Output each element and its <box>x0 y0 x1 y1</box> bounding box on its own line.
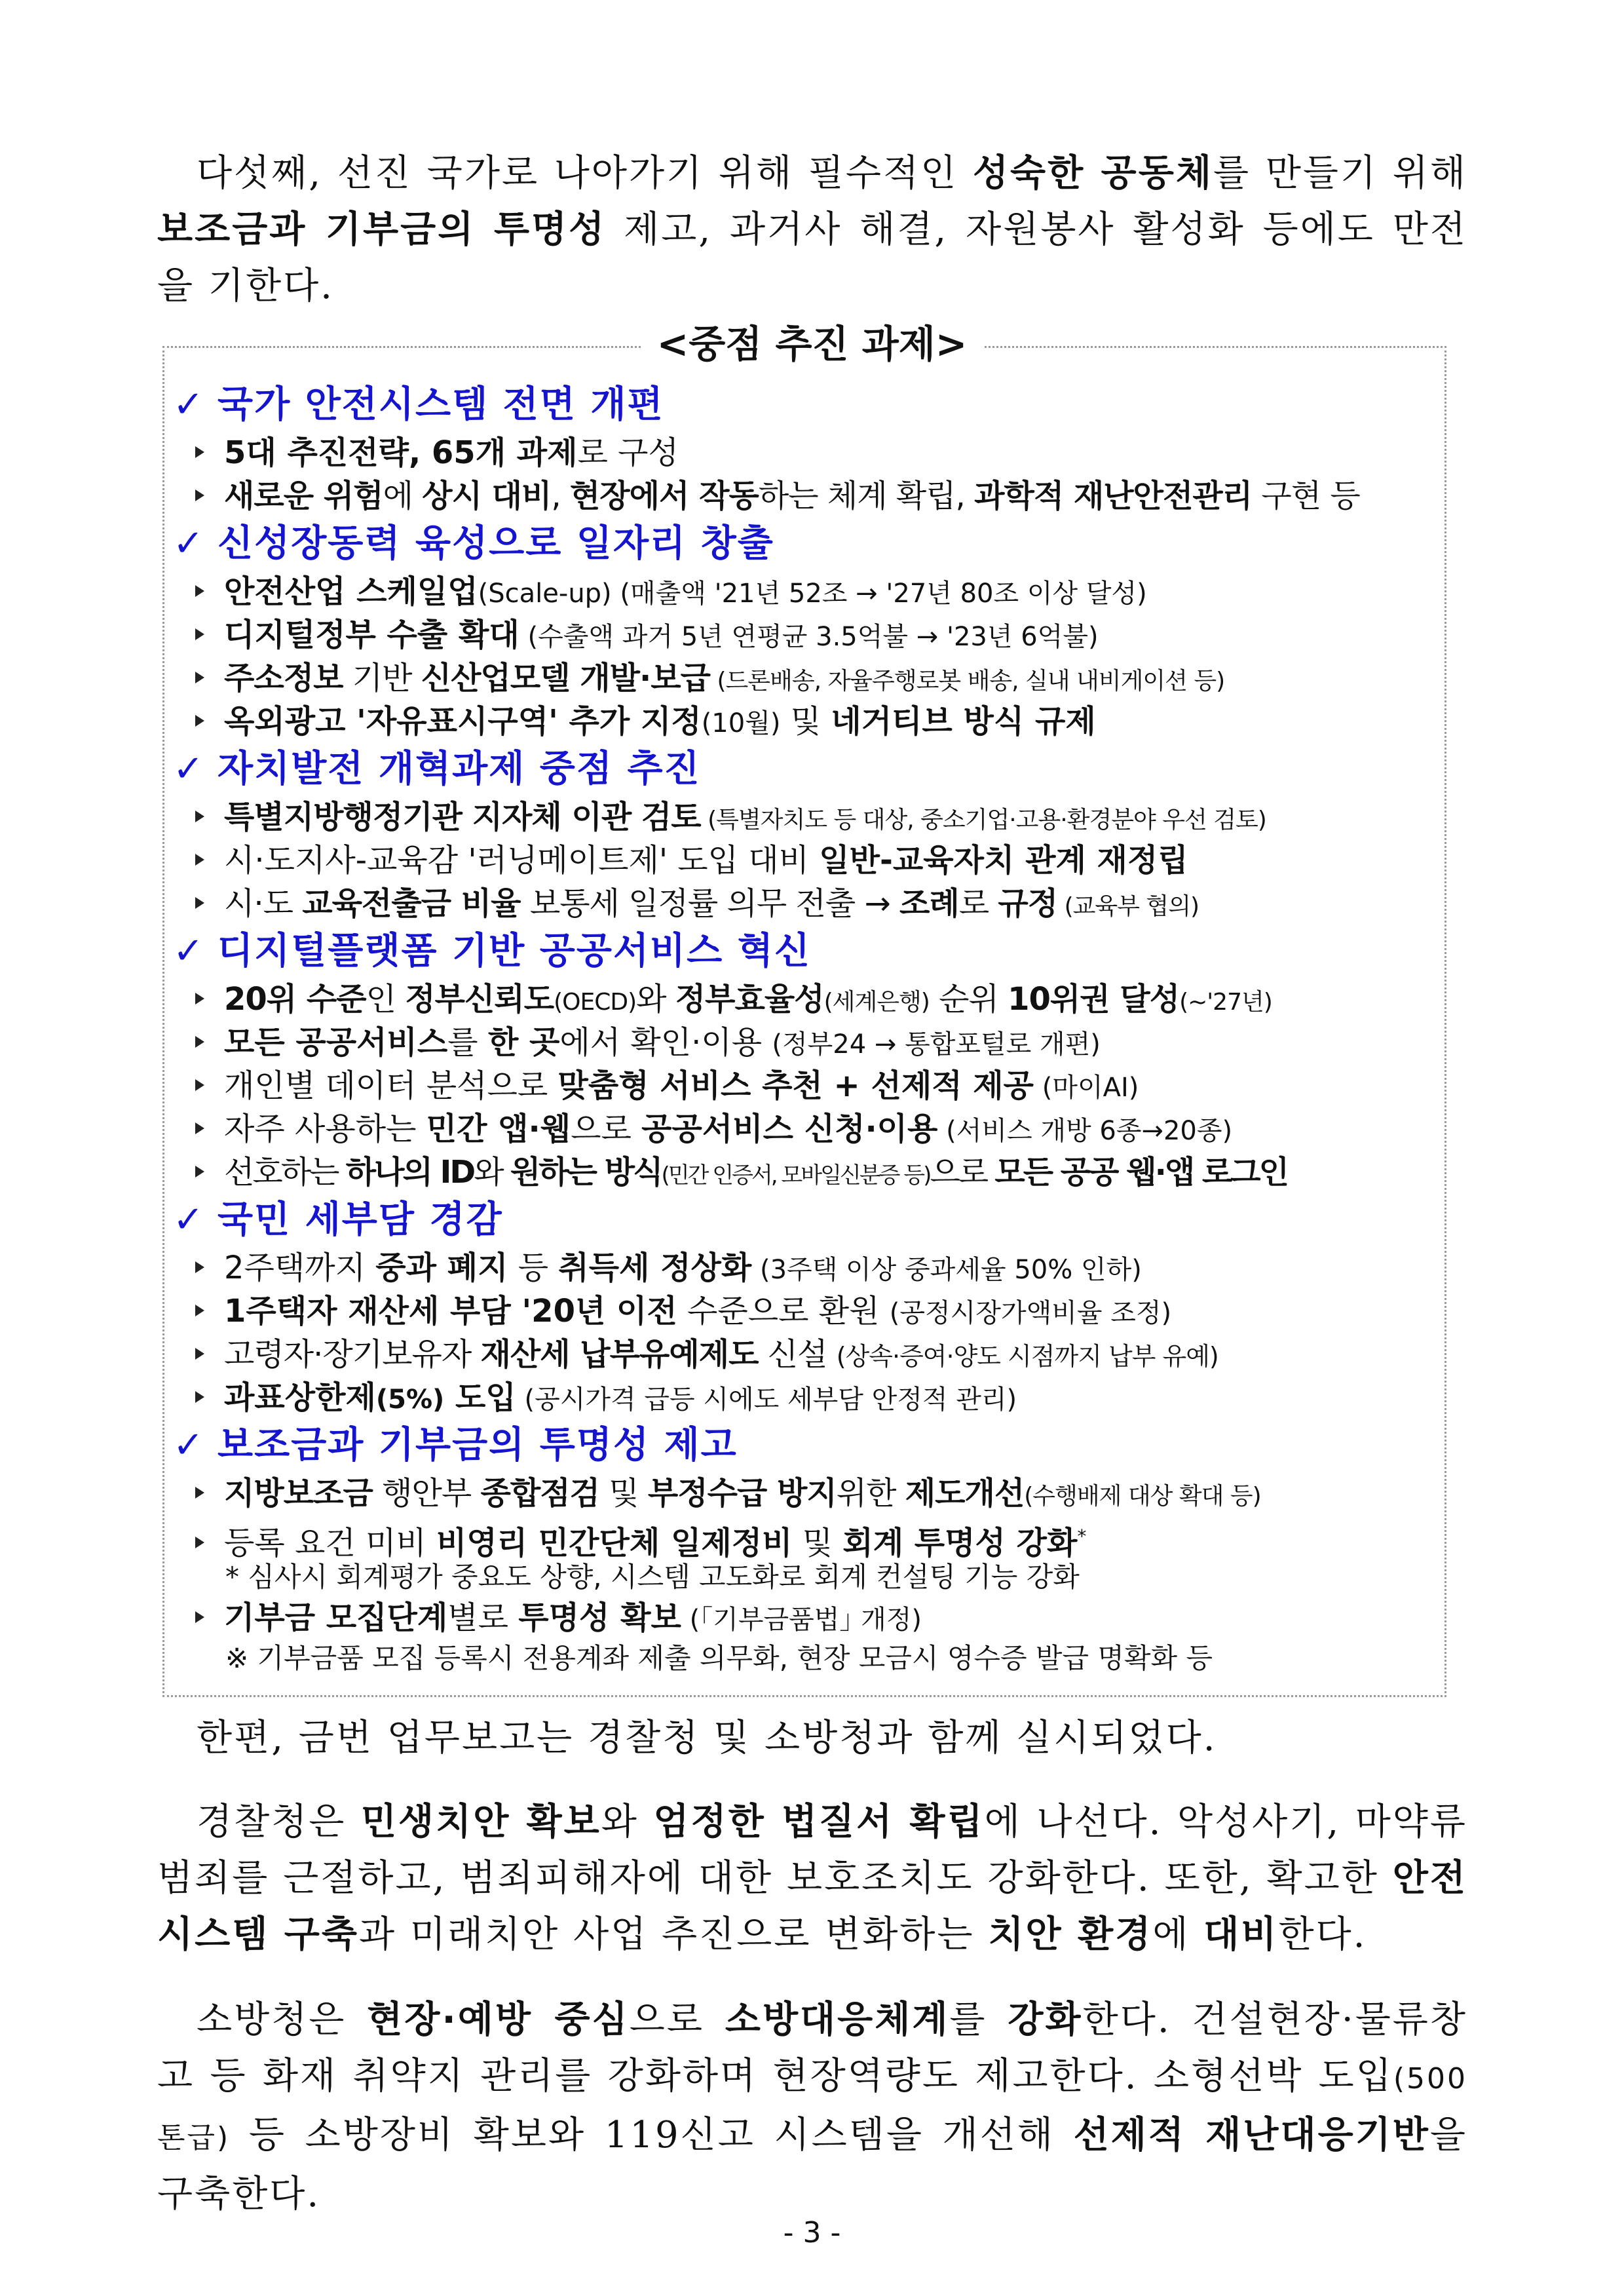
list-item: 시·도지사-교육감 '러닝메이트제' 도입 대비 일반-교육자치 관계 재정립 <box>173 839 1444 882</box>
triangle-bullet-icon <box>195 993 204 1004</box>
section-safety-system <box>173 379 1444 431</box>
police-paragraph: 경찰청은 민생치안 확보와 엄정한 법질서 확립에 나선다. 악성사기, 마약류 범죄를 근절하고, 범죄피해자에 대한 보호조치도 강화한다. 또한, 확고한 안전시스템 구축과 미래치안 사업 추진으로 변화하는 치안 환경에 대비한다. <box>157 1801 1467 1956</box>
section-subsidy-transparency <box>173 1419 1444 1472</box>
triangle-bullet-icon <box>195 489 204 501</box>
intro-paragraph <box>157 145 1467 315</box>
check-icon: ✓ <box>173 930 205 972</box>
triangle-bullet-icon <box>195 897 204 909</box>
list-item: 고령자·장기보유자 재산세 납부유예제도 신설 (상속·증여·양도 시점까지 납부 유예) <box>173 1333 1444 1376</box>
section-growth-jobs <box>173 518 1444 570</box>
list-item: 선호하는 하나의 ID와 원하는 방식(민간 인증서, 모바일신분증 등)으로 모든 공공 웹·앱 로그인 <box>173 1151 1444 1194</box>
check-icon: ✓ <box>173 748 205 790</box>
triangle-bullet-icon <box>195 628 204 640</box>
triangle-bullet-icon <box>195 1611 204 1623</box>
list-item: 2주택까지 중과 폐지 등 취득세 정상화 (3주택 이상 중과세율 50% 인하) <box>173 1246 1444 1290</box>
triangle-bullet-icon <box>195 1348 204 1360</box>
note-paragraph <box>157 1710 1467 1767</box>
section-title: 신성장동력 육성으로 일자리 창출 <box>217 522 774 565</box>
triangle-bullet-icon <box>195 672 204 683</box>
footnote: ※ 기부금품 모집 등록시 전용계좌 제출 의무화, 현장 모금시 영수증 발급 명확화 등 <box>225 1642 1213 1674</box>
section-autonomy-reform <box>173 743 1444 795</box>
triangle-bullet-icon <box>195 1305 204 1316</box>
triangle-bullet-icon <box>195 1122 204 1134</box>
key-tasks-title-text: <중점 추진 과제> <box>641 322 983 366</box>
triangle-bullet-icon <box>195 585 204 597</box>
list-item: 모든 공공서비스를 한 곳에서 확인·이용 (정부24 → 통합포털로 개편) <box>173 1021 1444 1064</box>
section-title: 디지털플랫폼 기반 공공서비스 혁신 <box>217 930 811 972</box>
intro-bold-1: 성숙한 공동체 <box>972 152 1213 195</box>
intro-text-1: 다섯째, 선진 국가로 나아가기 위해 필수적인 <box>197 152 973 195</box>
note-text: 한편, 금번 업무보고는 경찰청 및 소방청과 함께 실시되었다. <box>197 1717 1217 1759</box>
intro-text-2: 를 만들기 위해 <box>1213 152 1467 195</box>
triangle-bullet-icon <box>195 446 204 458</box>
triangle-bullet-icon <box>195 1166 204 1177</box>
triangle-bullet-icon <box>195 1487 204 1499</box>
triangle-bullet-icon <box>195 811 204 822</box>
check-icon: ✓ <box>173 1198 205 1241</box>
triangle-bullet-icon <box>195 854 204 866</box>
list-item: 주소정보 기반 신산업모델 개발·보급 (드론배송, 자율주행로봇 배송, 실내 내비게이션 등) <box>173 657 1444 700</box>
triangle-bullet-icon <box>195 1537 204 1548</box>
list-item: 지방보조금 행안부 종합점검 및 부정수급 방지위한 제도개선(수행배제 대상 확대 등) <box>173 1472 1444 1515</box>
section-digital-platform <box>173 925 1444 978</box>
list-item: 20위 수준인 정부신뢰도(OECD)와 정부효율성(세계은행) 순위 10위권 달성(~'27년) <box>173 978 1444 1021</box>
section-title: 자치발전 개혁과제 중점 추진 <box>217 748 701 790</box>
list-item: 5대 추진전략, 65개 과제로 구성 <box>173 431 1444 474</box>
triangle-bullet-icon <box>195 1391 204 1403</box>
intro-text-3: 제고, 과거사 해결, 자원봉사 활성화 등에도 만전을 기한다. <box>157 208 1467 307</box>
key-tasks-title <box>0 313 1624 368</box>
check-icon: ✓ <box>173 383 205 426</box>
list-item: 디지털정부 수출 확대 (수출액 과거 5년 연평균 3.5억불 → '23년 6억불) <box>173 613 1444 657</box>
list-item: 1주택자 재산세 부담 '20년 이전 수준으로 환원 (공정시장가액비율 조정) <box>173 1290 1444 1333</box>
list-item: 특별지방행정기관 지자체 이관 검토 (특별자치도 등 대상, 중소기업·고용·환경분야 우선 검토) <box>173 795 1444 839</box>
section-title: 보조금과 기부금의 투명성 제고 <box>217 1424 738 1466</box>
page-number: - 3 - <box>783 2216 841 2249</box>
fire-paragraph: 소방청은 현장·예방 중심으로 소방대응체계를 강화한다. 건설현장·물류창고 등 화재 취약지 관리를 강화하며 현장역량도 제고한다. 소형선박 도입(500톤급) 등 소방장비 확보와 119신고 시스템을 개선해 선제적 재난대응기반을 구축한다. <box>157 1999 1467 2215</box>
list-item: 시·도 교육전출금 비율 보통세 일정률 의무 전출 → 조례로 규정 (교육부 협의) <box>173 882 1444 925</box>
list-item: 개인별 데이터 분석으로 맞춤형 서비스 추천 + 선제적 제공 (마이AI) <box>173 1064 1444 1107</box>
check-icon: ✓ <box>173 1424 205 1466</box>
triangle-bullet-icon <box>195 1036 204 1048</box>
section-tax-relief <box>173 1194 1444 1246</box>
list-item: 옥외광고 '자유표시구역' 추가 지정(10월) 및 네거티브 방식 규제 <box>173 700 1444 743</box>
triangle-bullet-icon <box>195 715 204 727</box>
footnote: * 심사시 회계평가 중요도 상향, 시스템 고도화로 회계 컨설팅 기능 강화 <box>225 1561 1080 1593</box>
list-item: 안전산업 스케일업(Scale-up) (매출액 '21년 52조 → '27년 80조 이상 달성) <box>173 570 1444 613</box>
triangle-bullet-icon <box>195 1261 204 1273</box>
section-title: 국가 안전시스템 전면 개편 <box>217 383 664 426</box>
section-title: 국민 세부담 경감 <box>217 1198 503 1241</box>
intro-bold-2: 보조금과 기부금의 투명성 <box>157 208 607 251</box>
list-item: 자주 사용하는 민간 앱·웹으로 공공서비스 신청·이용 (서비스 개방 6종→20종) <box>173 1107 1444 1151</box>
list-item: 새로운 위험에 상시 대비, 현장에서 작동하는 체계 확립, 과학적 재난안전관리 구현 등 <box>173 474 1444 518</box>
list-item: 과표상한제(5%) 도입 (공시가격 급등 시에도 세부담 안정적 관리) <box>173 1376 1444 1419</box>
key-tasks-content <box>173 379 1444 1677</box>
list-item: 등록 요건 미비 비영리 민간단체 일제정비 및 회계 투명성 강화* <box>173 1515 1444 1558</box>
list-item: 기부금 모집단계별로 투명성 확보 (｢기부금품법｣ 개정) <box>173 1596 1444 1639</box>
check-icon: ✓ <box>173 522 205 565</box>
triangle-bullet-icon <box>195 1079 204 1091</box>
